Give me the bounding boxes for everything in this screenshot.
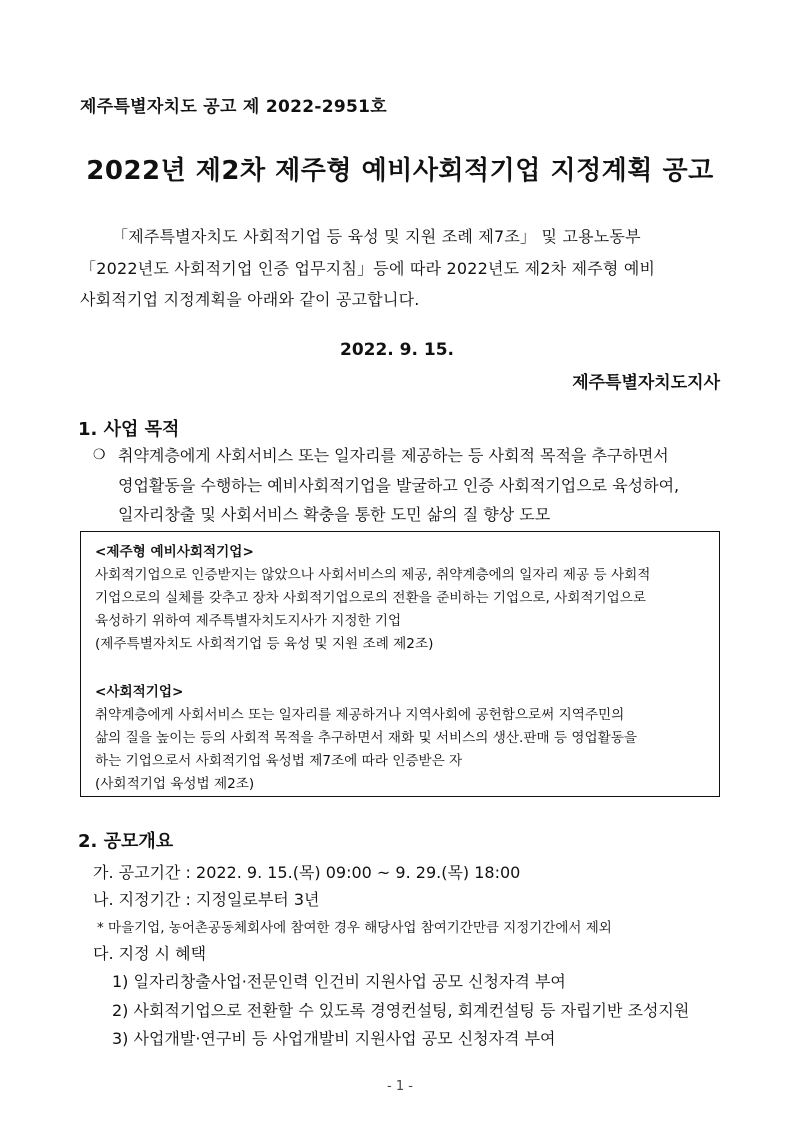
box-heading: <사회적기업>	[95, 684, 184, 700]
bullet-line: 일자리창출 및 사회서비스 확충을 통한 도민 삶의 질 향상 도모	[118, 505, 551, 524]
box-line: (제주특별자치도 사회적기업 등 육성 및 지원 조례 제2조)	[95, 636, 434, 652]
box-heading: <제주형 예비사회적기업>	[95, 544, 254, 560]
benefit-item: 3) 사업개발·연구비 등 사업개발비 지원사업 공모 신청자격 부여	[112, 1029, 556, 1048]
section-heading: 1. 사업 목적	[78, 419, 180, 440]
box-line: 기업으로의 실체를 갖추고 장차 사회적기업으로의 전환을 준비하는 기업으로, 사회적기업으로	[95, 590, 647, 606]
definition-box	[80, 531, 720, 797]
box-line: 육성하기 위하여 제주특별자치도지사가 지정한 기업	[95, 613, 402, 629]
outline-item: 가. 공고기간 : 2022. 9. 15.(목) 09:00 ~ 9. 29.(목) 18:00	[93, 863, 521, 882]
bullet-line: 취약계층에게 사회서비스 또는 일자리를 제공하는 등 사회적 목적을 추구하면서	[118, 446, 669, 465]
box-line: 취약계층에게 사회서비스 또는 일자리를 제공하거나 지역사회에 공헌함으로써 지역주민의	[95, 707, 625, 723]
benefit-item: 1) 일자리창출사업·전문인력 인건비 지원사업 공모 신청자격 부여	[112, 972, 566, 991]
section-heading: 2. 공모개요	[78, 831, 174, 852]
circle-bullet-icon: ❍	[93, 447, 106, 463]
bullet-line: 영업활동을 수행하는 예비사회적기업을 발굴하고 인증 사회적기업으로 육성하여,	[118, 476, 680, 495]
intro-line: 사회적기업 지정계획을 아래와 같이 공고합니다.	[80, 290, 420, 309]
box-line: (사회적기업 육성법 제2조)	[95, 776, 255, 792]
announcement-date: 2022. 9. 15.	[339, 340, 454, 360]
page-title: 2022년 제2차 제주형 예비사회적기업 지정계획 공고	[86, 156, 714, 186]
notice-number: 제주특별자치도 공고 제 2022-2951호	[80, 97, 387, 117]
benefit-item: 2) 사회적기업으로 전환할 수 있도록 경영컨설팅, 회계컨설팅 등 자립기반 조성지원	[112, 1001, 690, 1020]
box-line: 사회적기업으로 인증받지는 않았으나 사회서비스의 제공, 취약계층에의 일자리 제공 등 사회적	[95, 567, 651, 583]
page-number: - 1 -	[387, 1079, 413, 1094]
intro-line: 「2022년도 사회적기업 인증 업무지침」등에 따라 2022년도 제2차 제주형 예비	[80, 259, 656, 278]
intro-line: 「제주특별자치도 사회적기업 등 육성 및 지원 조례 제7조」 및 고용노동부	[112, 227, 641, 246]
issuer: 제주특별자치도지사	[572, 373, 720, 393]
box-line: 삶의 질을 높이는 등의 사회적 목적을 추구하면서 재화 및 서비스의 생산.판매 등 영업활동을	[95, 730, 638, 746]
box-line: 하는 기업으로서 사회적기업 육성법 제7조에 따라 인증받은 자	[95, 753, 463, 769]
outline-item: 다. 지정 시 혜택	[93, 944, 207, 963]
footnote: * 마을기업, 농어촌공동체회사에 참여한 경우 해당사업 참여기간만큼 지정기간에서 제외	[97, 920, 612, 936]
outline-item: 나. 지정기간 : 지정일로부터 3년	[93, 890, 320, 909]
